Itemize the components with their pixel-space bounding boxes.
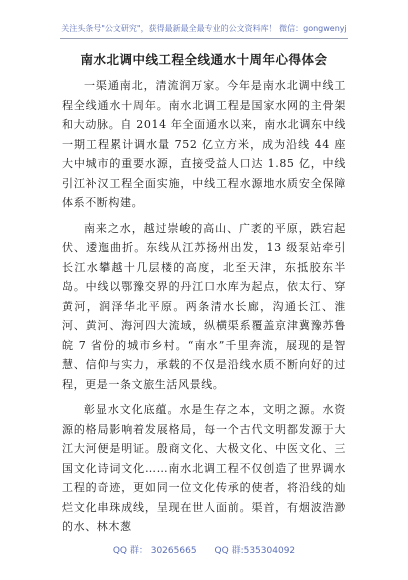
paragraph-1: 一渠通南北，清流润万家。今年是南水北调中线工程全线通水十周年。南水北调工程是国家水网的主骨架和大动脉。自 2014 年全面通水以来，南水北调东中线一期工程累计调水量 752 亿立方米，成为沿线 44 座大中城市的重要水源，直接受益人口达 1.85 亿，中线引江补汉工程全面实施，中线工程水源地水质安全保障体系不断构建。 <box>62 79 346 209</box>
paragraph-3: 彰显水文化底蕴。水是生存之本，文明之源。水资源的格局影响着发展格局，每一个古代文明都发源于大江大河便是明证。殷商文化、大极文化、中医文化、三国文化诗词文化……南水北调工程不仅创造了世界调水工程的奇迹，更如同一位文化传承的使者，将沿线的灿烂文化串珠成线，呈现在世人面前。渠首，有烟波浩渺的水、林木葱 <box>62 403 346 533</box>
footer-qq-group-2: QQ 群:535304092 <box>214 546 296 556</box>
paragraph-2: 南来之水，越过崇峻的高山、广袤的平原，跌宕起伏、逶迤曲折。东线从江苏扬州出发，13 级泵站牵引长江水攀越十几层楼的高度，北至天津，东抵胶东半岛。中线以鄂豫交界的丹江口水库为起点，依太行、穿黄河，润泽华北平原。两条清水长廊，沟通长江、淮河、黄河、海河四大流域，纵横渠系覆盖京津冀豫苏鲁皖 7 省份的城市乡村。“南水”千里奔流，展现的是智慧、信仰与实力，承载的不仅是沿线水质不断向好的过程，更是一条文旅生活风景线。 <box>62 221 346 391</box>
footer-qq-group-1: QQ 群： 30265665 <box>112 546 197 556</box>
header-divider <box>60 38 348 39</box>
document-body <box>62 76 346 537</box>
document-title: 南水北调中线工程全线通水十周年心得体会 <box>80 52 328 67</box>
footer-contact <box>0 545 408 557</box>
header-promo-note: 关注头条号"公文研究"，获得最新最全最专业的公文资料库！ 微信：gongwenyj <box>61 24 347 33</box>
